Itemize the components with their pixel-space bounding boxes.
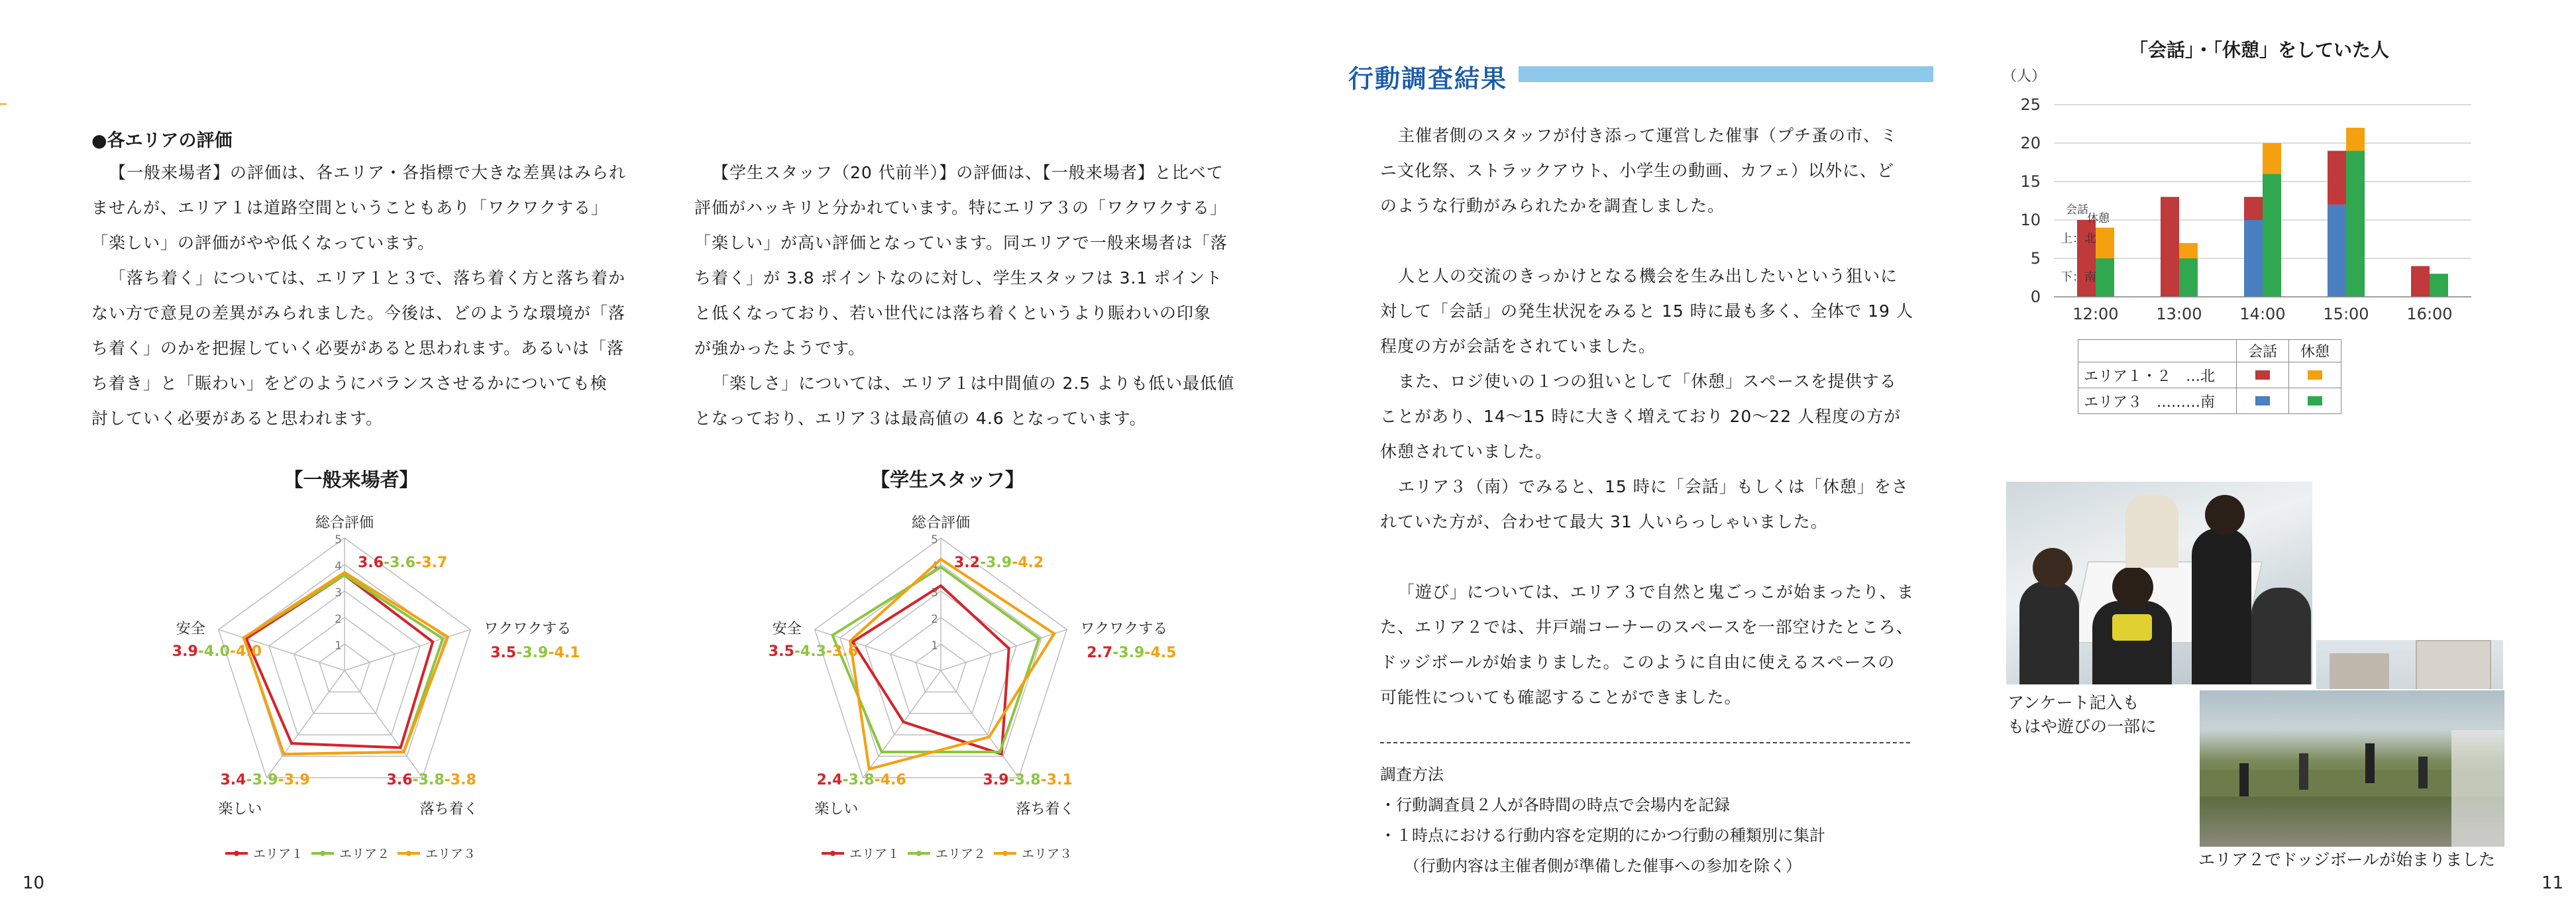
radar-value: 3.7 — [421, 555, 448, 571]
radar-value: 3.8 — [1014, 771, 1041, 788]
radar-value-label: 3.4-3.9-3.9 — [220, 771, 310, 788]
radar-spoke — [266, 670, 345, 778]
radar-value: 3.8 — [450, 771, 476, 788]
text-line: ことがあり、14〜15 時に大きく増えており 20〜22 人程度の方が — [1380, 407, 1902, 426]
text-line: ドッジボールが始まりました。このように自由に使えるスペースの — [1380, 653, 1896, 672]
bar-annot-kyukei: 休憩 — [2087, 212, 2110, 225]
photo1-caption-line: アンケート記入も — [2008, 693, 2139, 712]
text-line: ませんが、エリア１は道路空間ということもあり「ワクワクする」 — [91, 198, 609, 217]
radar-value: 3.4 — [220, 771, 246, 788]
radar-tick-label: 3 — [335, 586, 342, 600]
radar-value: 4.0 — [236, 643, 262, 661]
radar-title-general: 【一般来場者】 — [284, 468, 419, 491]
text-line: 「遊び」については、エリア３で自然と鬼ごっこが始まったり、ま — [1398, 582, 1915, 602]
section-heading: ●各エリアの評価 — [91, 131, 233, 151]
radar-spoke — [345, 670, 423, 778]
radar-value: 4.0 — [203, 643, 230, 661]
text-line: れていた方が、合わせて最大 31 人いらっしゃいました。 — [1380, 512, 1828, 531]
radar-value: 3.2 — [954, 555, 980, 571]
photo-dodgeball — [2198, 689, 2506, 848]
text-line: ち着き」と「賑わい」をどのようにバランスさせるかについても検 — [91, 374, 608, 393]
bar-segment — [2346, 128, 2365, 151]
radar-tick-label: 5 — [931, 533, 938, 547]
radar-value: 3.9 — [522, 645, 549, 662]
photo-survey-kids — [2006, 482, 2312, 684]
radar-value-label: 3.5-3.9-4.1 — [490, 645, 580, 662]
legend-label: エリア１ — [253, 847, 304, 861]
bar-segment — [2263, 143, 2281, 174]
swatch-blue — [2255, 396, 2270, 405]
text-line: 「落ち着く」については、エリア１と３で、落ち着く方と落ち着か — [109, 268, 626, 288]
radar-tick-label: 4 — [335, 560, 342, 573]
method-item: ・１時点における行動内容を定期的にかつ行動の種類別に集計 — [1380, 826, 1825, 845]
radar-value-label: 2.4-3.8-4.6 — [816, 771, 906, 788]
bar-xtick: 12:00 — [2072, 305, 2119, 323]
bar-xtick: 15:00 — [2323, 305, 2369, 323]
text-line: 「楽しさ」については、エリア１は中間値の 2.5 よりも低い最低値 — [712, 374, 1235, 393]
radar-value-label: 3.2-3.9-4.2 — [954, 555, 1044, 571]
bar-annot-kaiwa: 会話 — [2066, 203, 2088, 217]
legend-row-south: エリア３ ………南 — [2078, 388, 2237, 414]
legend-header-kaiwa: 会話 — [2237, 340, 2289, 362]
bar-segment — [2411, 266, 2430, 297]
radar-value-label: 3.6-3.6-3.7 — [358, 555, 448, 571]
radar-axis-label: 落ち着く — [1016, 800, 1075, 818]
bar-segment — [2179, 243, 2198, 258]
bar-xtick: 16:00 — [2406, 305, 2453, 323]
photo1-caption-line: もはや遊びの一部に — [2008, 717, 2157, 736]
swatch-orange — [2308, 370, 2322, 380]
swatch-red — [2255, 370, 2270, 380]
text-line — [1380, 539, 1923, 574]
text-line: 程度の方が会話をされていました。 — [1380, 337, 1656, 356]
radar-value: 3.6 — [358, 555, 384, 571]
radar-value: 2.4 — [816, 771, 843, 788]
left-column-2 — [694, 155, 1244, 436]
radar-axis-label: 安全 — [176, 621, 205, 638]
left-column-1 — [91, 155, 641, 436]
bar-annot-south: 下：南 — [2061, 270, 2096, 284]
text-line: 休憩されていました。 — [1380, 442, 1553, 461]
right-body-text — [1380, 118, 1923, 715]
radar-tick-label: 2 — [931, 613, 938, 626]
radar-value: 3.6 — [390, 555, 416, 571]
text-line: 【一般来場者】の評価は、各エリア・各指標で大きな差異はみられ — [109, 163, 627, 182]
bar-xtick: 13:00 — [2156, 305, 2202, 323]
radar-axis-label: 落ち着く — [419, 800, 478, 818]
stacked-bar-chart — [1994, 60, 2478, 338]
radar-tick-label: 4 — [931, 560, 938, 573]
bar-segment — [2096, 228, 2114, 258]
bar-segment — [2430, 274, 2448, 297]
radar-axis-label: 総合評価 — [315, 515, 374, 531]
bar-segment — [2244, 197, 2263, 220]
radar-axis-label: 楽しい — [218, 800, 262, 818]
radar-tick-label: 2 — [335, 613, 342, 626]
radar-value: 3.1 — [1046, 771, 1073, 788]
swatch-green — [2308, 396, 2322, 405]
text-line: となっており、エリア３は最高値の 4.6 となっています。 — [694, 409, 1147, 428]
text-line: また、ロジ使いの１つの狙いとして「休憩」スペースを提供する — [1398, 372, 1897, 391]
radar-axis-label: 総合評価 — [911, 515, 971, 531]
bar-chart-title: 「会話」・「休憩」をしていた人 — [2129, 39, 2389, 61]
bar-segment — [2263, 174, 2281, 297]
radar-chart-general — [152, 504, 580, 875]
legend-dot — [830, 851, 835, 856]
legend-label: エリア３ — [425, 847, 476, 861]
radar-tick-label: 3 — [931, 586, 938, 600]
legend-label: エリア１ — [849, 847, 900, 861]
legend-dot — [234, 851, 239, 856]
text-line: が強かったようです。 — [694, 339, 866, 358]
radar-value: 2.7 — [1087, 645, 1113, 662]
method-item: （行動内容は主催者側が準備した催事への参加を除く） — [1404, 857, 1801, 875]
radar-value: 3.5 — [490, 645, 517, 662]
text-line: 討していく必要があると思われます。 — [91, 409, 384, 428]
bar-ytick: 20 — [2020, 134, 2041, 152]
radar-value: 3.9 — [983, 771, 1009, 788]
photo1-caption — [2008, 691, 2157, 739]
legend-label: エリア２ — [936, 847, 987, 861]
radar-tick-label: 5 — [335, 533, 342, 547]
radar-axis-label: 安全 — [772, 621, 802, 638]
radar-value: 3.8 — [848, 771, 875, 788]
text-line: ない方で意見の差異がみられました。今後は、どのような環境が「落 — [91, 303, 626, 323]
bar-ytick: 25 — [2020, 95, 2041, 114]
radar-value-label: 3.5-4.3-3.6 — [768, 643, 859, 661]
method-title: 調査方法 — [1380, 765, 1444, 784]
radar-value: 4.5 — [1150, 645, 1177, 662]
bar-ytick: 15 — [2020, 172, 2041, 191]
bar-segment — [2244, 220, 2263, 297]
text-line — [1380, 223, 1923, 258]
radar-value-label: 3.9-3.8-3.1 — [983, 771, 1073, 788]
radar-value: 4.3 — [800, 643, 826, 661]
radar-value-label: 3.6-3.8-3.8 — [386, 771, 476, 788]
text-line: と低くなっており、若い世代には落ち着くというより賑わいの印象 — [694, 303, 1212, 323]
radar-value: 3.9 — [172, 643, 198, 661]
bar-segment — [2328, 151, 2346, 205]
bar-ytick: 0 — [2030, 288, 2041, 306]
bar-segment — [2328, 205, 2346, 297]
text-line: た、エリア２では、井戸端コーナーのスペースを一部空けたところ、 — [1380, 617, 1913, 637]
radar-axis-label: ワクワクする — [1080, 621, 1168, 638]
radar-value: 4.2 — [1018, 555, 1044, 571]
bar-ytick: 10 — [2020, 211, 2041, 229]
radar-spoke — [345, 629, 470, 670]
radar-value: 4.1 — [554, 645, 580, 662]
legend-label: エリア３ — [1022, 847, 1073, 861]
legend-dot — [916, 851, 922, 856]
bar-legend-table — [2078, 339, 2341, 414]
section-title: 行動調査結果 — [1348, 64, 1508, 93]
text-line: 評価がハッキリと分かれています。特にエリア３の「ワクワクする」 — [694, 198, 1228, 217]
radar-value: 3.6 — [832, 643, 859, 661]
text-line: ち着く」が 3.8 ポイントなのに対し、学生スタッフは 3.1 ポイント — [694, 268, 1223, 288]
radar-tick-label: 1 — [335, 639, 342, 653]
radar-value: 3.9 — [1118, 645, 1145, 662]
radar-tick-label: 1 — [931, 639, 938, 653]
bar-ylabel: （人） — [2002, 68, 2047, 85]
text-line: のような行動がみられたかを調査しました。 — [1380, 196, 1725, 215]
bar-segment — [2096, 258, 2114, 297]
radar-value: 3.5 — [768, 643, 794, 661]
radar-value: 4.6 — [880, 771, 906, 788]
text-line: 人と人の交流のきっかけとなる機会を生み出したいという狙いに — [1398, 266, 1898, 286]
radar-axis-label: 楽しい — [814, 800, 859, 818]
text-line: ニ文化祭、ストラックアウト、小学生の動画、カフェ）以外に、ど — [1380, 161, 1895, 180]
legend-label: エリア２ — [339, 847, 390, 861]
radar-chart-student — [749, 504, 1177, 875]
radar-value: 3.6 — [386, 771, 413, 788]
page-number-left: 10 — [23, 873, 45, 893]
method-item: ・行動調査員２人が各時間の時点で会場内を記録 — [1380, 796, 1730, 814]
text-line: 可能性についても確認することができました。 — [1380, 688, 1742, 707]
method-block — [1380, 759, 1825, 881]
text-line: 【学生スタッフ（20 代前半）】の評価は、【一般来場者】と比べて — [712, 163, 1224, 182]
bar-segment — [2346, 151, 2365, 297]
photo2-caption: エリア２でドッジボールが始まりました — [2198, 850, 2496, 869]
text-line: 「楽しい」の評価がやや低くなっています。 — [91, 233, 435, 252]
text-line: 「楽しい」が高い評価となっています。同エリアで一般来場者は「落 — [694, 233, 1228, 252]
legend-dot — [406, 851, 411, 856]
radar-title-student: 【学生スタッフ】 — [870, 468, 1024, 491]
bar-segment — [2179, 258, 2198, 297]
legend-row-north: エリア１・２ …北 — [2078, 362, 2237, 388]
radar-axis-label: ワクワクする — [484, 621, 572, 638]
radar-spoke — [941, 629, 1067, 670]
page-number-right: 11 — [2542, 873, 2564, 893]
text-line: 対して「会話」の発生状況をみると 15 時に最も多く、全体で 19 人 — [1380, 301, 1913, 321]
radar-value: 3.9 — [284, 771, 310, 788]
bar-annot-north: 上：北 — [2061, 232, 2096, 246]
bar-xtick: 14:00 — [2239, 305, 2286, 323]
bar-ytick: 5 — [2030, 249, 2041, 268]
legend-dot — [320, 851, 325, 856]
orange-tick — [0, 103, 7, 105]
radar-value: 3.9 — [252, 771, 278, 788]
title-accent-bar — [1519, 66, 1933, 82]
text-line: 主催者側のスタッフが付き添って運営した催事（プチ蚤の市、ミ — [1398, 126, 1898, 145]
bar-segment — [2161, 197, 2179, 297]
legend-header-kyukei: 休憩 — [2289, 340, 2341, 362]
radar-value-label: 2.7-3.9-4.5 — [1087, 645, 1177, 662]
radar-value: 3.9 — [986, 555, 1012, 571]
text-line: ち着く」のかを把握していく必要があると思われます。あるいは「落 — [91, 339, 625, 358]
legend-dot — [1002, 851, 1008, 856]
radar-value: 3.8 — [418, 771, 445, 788]
radar-value-label: 3.9-4.0-4.0 — [172, 643, 262, 661]
dashed-divider — [1380, 742, 1910, 743]
text-line: エリア３（南）でみると、15 時に「会話」もしくは「休憩」をさ — [1398, 477, 1909, 496]
